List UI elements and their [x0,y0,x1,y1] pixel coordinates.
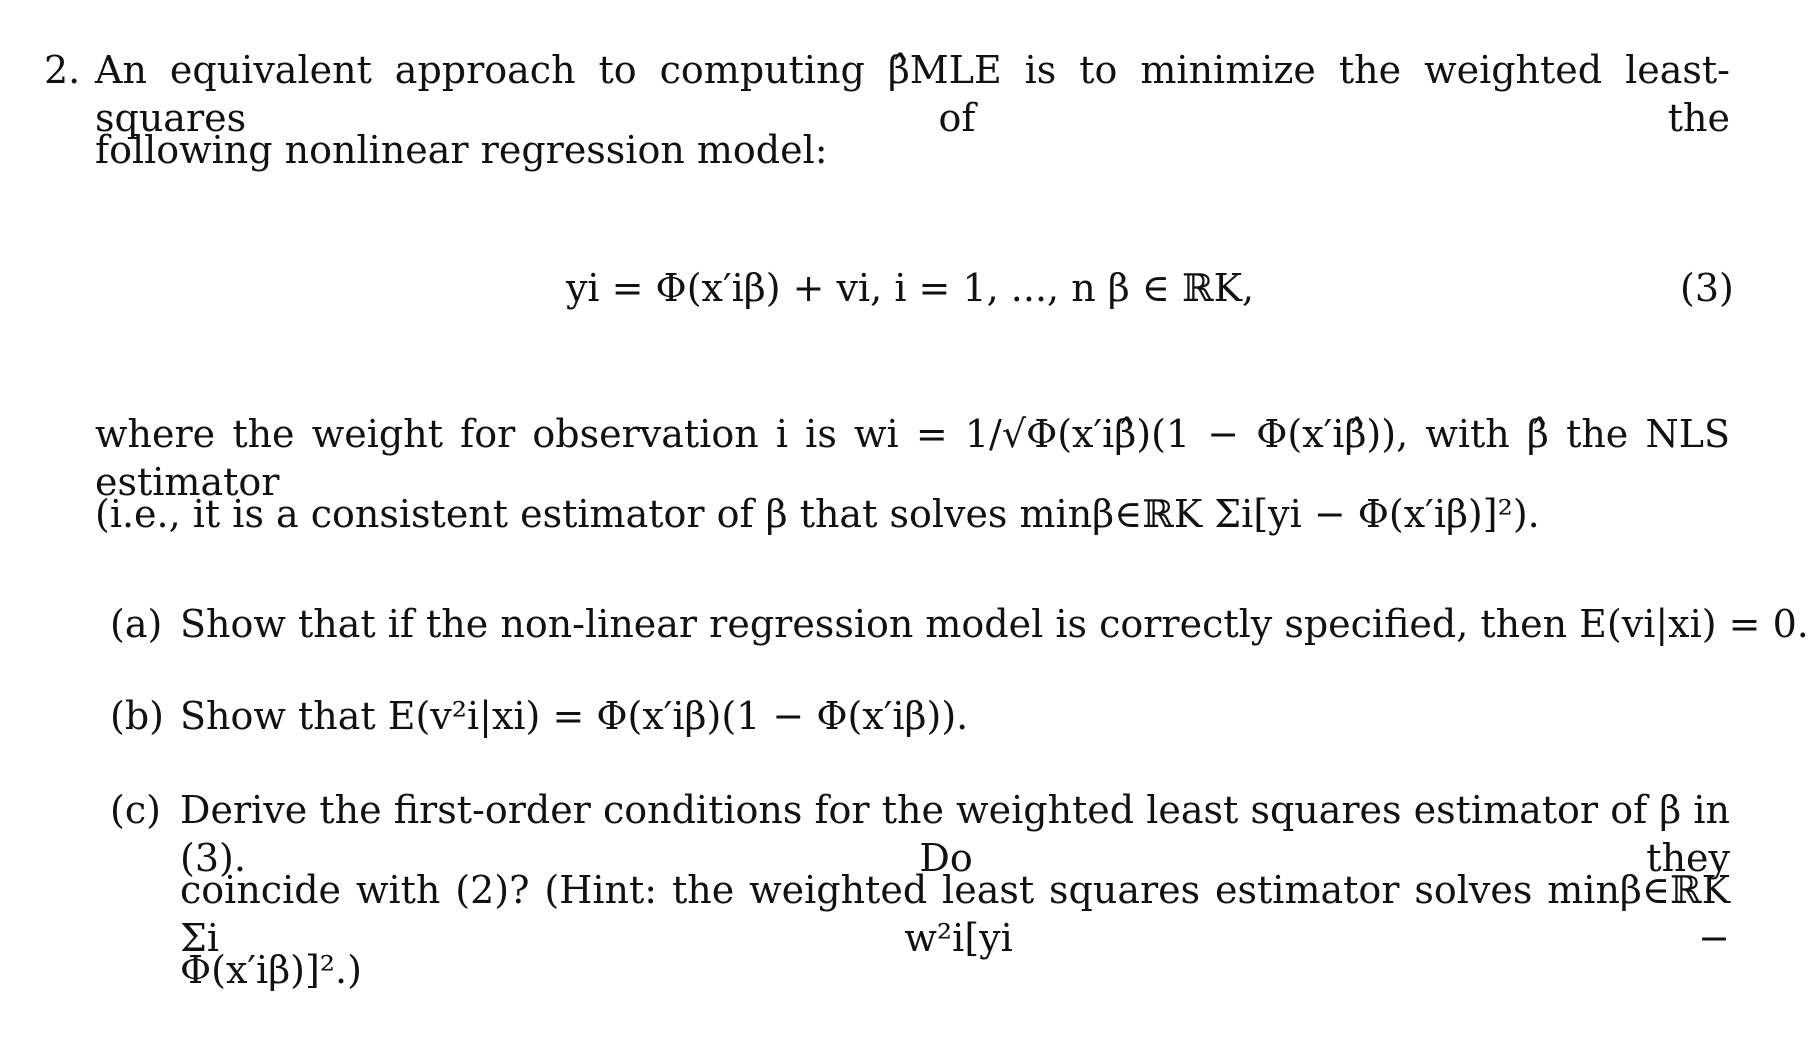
problem-number: 2. [44,48,81,92]
intro-line-2: following nonlinear regression model: [95,128,828,172]
equation-number: (3) [1680,266,1734,310]
part-a-label: (a) [110,602,163,646]
part-c-line-2: coincide with (2)? (Hint: the weighted least squares estimator solves minβ∈ℝK Σi w²i[yi − [180,868,1730,960]
part-b-line-1: Show that E(v²i|xi) = Φ(x′iβ)(1 − Φ(x′iβ)). [180,694,969,738]
part-a-line-1: Show that if the non-linear regression model is correctly specified, then E(vi|xi) = 0. [180,602,1809,646]
part-b-label: (b) [110,694,164,738]
part-c-line-3: Φ(x′iβ)]².) [180,948,362,992]
intro-line-1: An equivalent approach to computing β̂MLE is to minimize the weighted least-squares of the [95,48,1730,140]
weight-line-2: (i.e., it is a consistent estimator of β that solves minβ∈ℝK Σi[yi − Φ(x′iβ)]²). [95,492,1540,536]
part-c-line-1: Derive the first-order conditions for the weighted least squares estimator of β in (3). Do they [180,788,1730,880]
weight-line-1: where the weight for observation i is wi = 1/√Φ(x′iβ̂)(1 − Φ(x′iβ̂)), with β̂ the NLS estimator [95,412,1730,504]
part-c-label: (c) [110,788,161,832]
regression-equation: yi = Φ(x′iβ) + vi, i = 1, ..., n β ∈ ℝK, [565,266,1255,310]
